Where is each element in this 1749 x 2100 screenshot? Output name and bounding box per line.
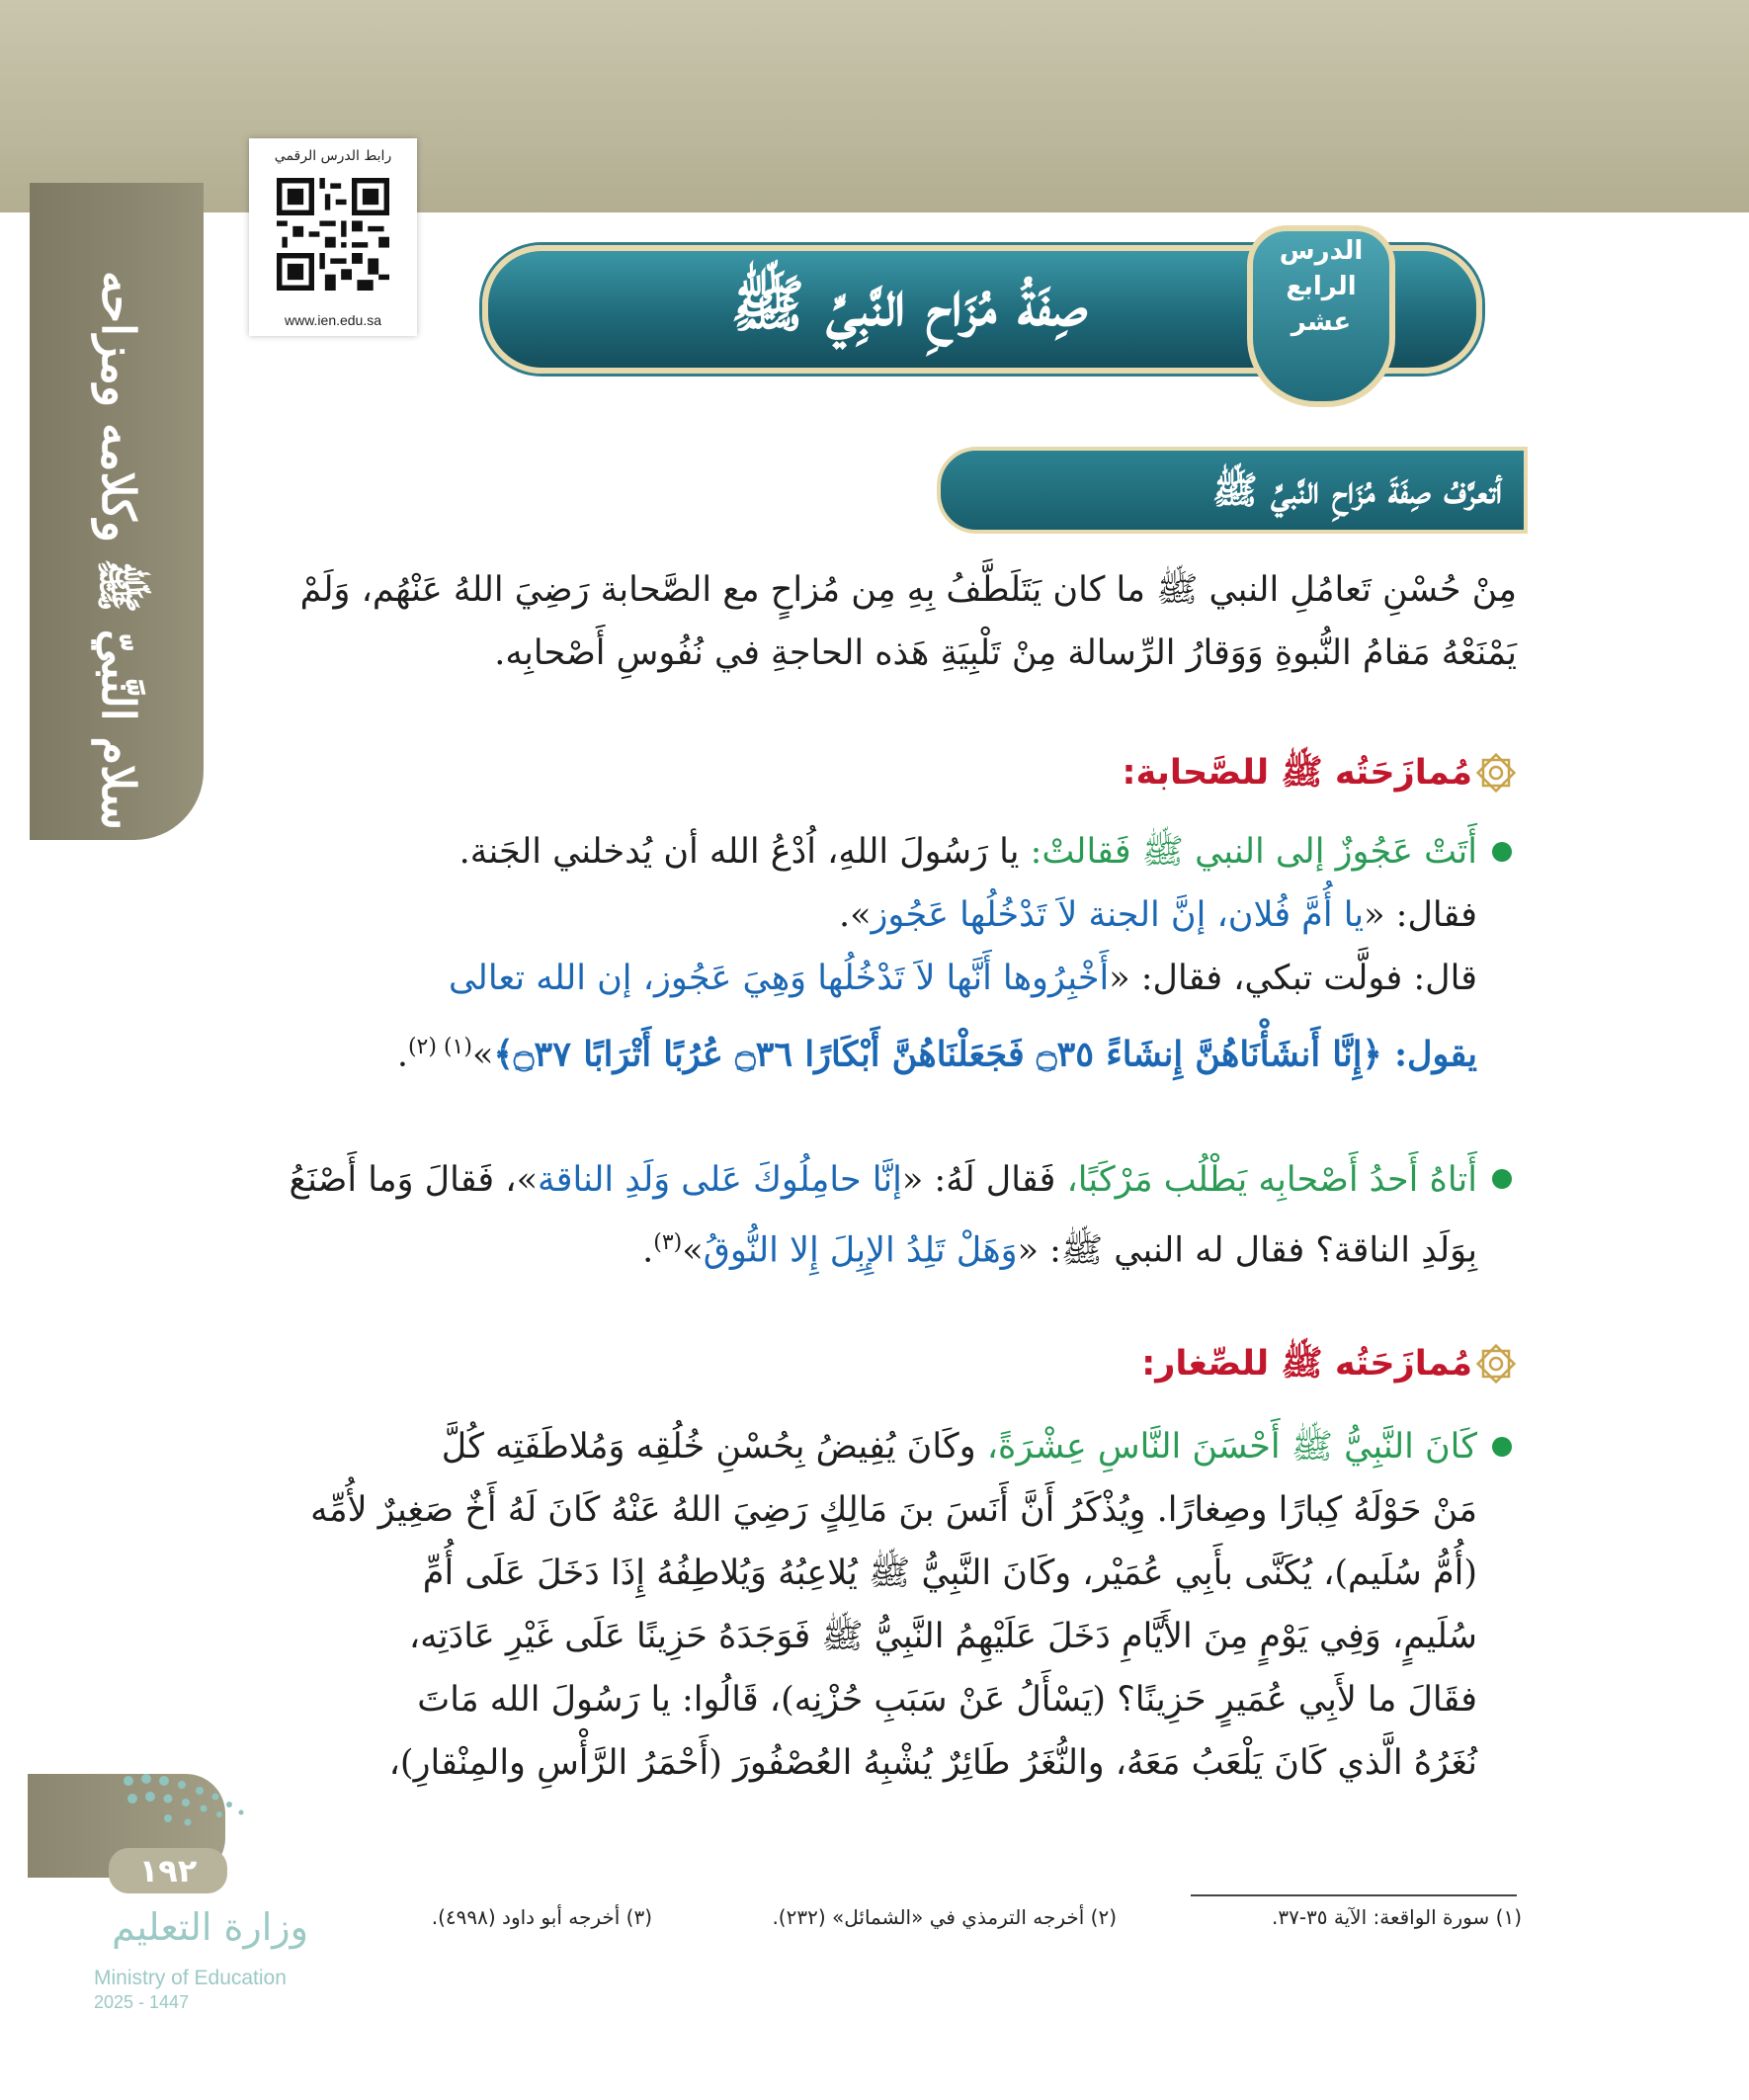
- item-abu-umair: كَانَ النَّبِيُّ ﷺ أَحْسَنَ النَّاسِ عِشْرَةً، وكَانَ يُفِيضُ بِحُسْنِ خُلُقِه وَمُلاطَفَتِه كُلَّ مَنْ حَوْلَهُ كِبارًا وصِغارًا. وِيُذْكَرُ أَنَّ أَنَسَ بنَ مَالِكٍ رَضِيَ اللهُ عَنْهُ كَانَ لَهُ أَخٌ صَغِيرٌ لأُمِّه (أُمُّ سُلَيم)، يُكَنَّى بأَبِي عُمَيْر، وكَانَ النَّبِيُّ ﷺ يُلاعِبُهُ وَيُلاطِفُهُ إِذَا دَخَلَ عَلَى أُمِّ سُلَيمٍ، وَفِي يَوْمٍ مِنَ الأَيَّامِ دَخَلَ عَلَيْهِمُ النَّبِيُّ ﷺ فَوَجَدَهُ حَزِينًا عَلَى غَيْرِ عَادَتِه، فقَالَ ما لأَبِي عُمَيرٍ حَزِينًا؟ (يَسْأَلُ عَنْ سَبَبِ حُزْنِه)، قَالُوا: يا رَسُولَ الله مَاتَ نُغَرُهُ الَّذي كَانَ يَلْعَبُ مَعَهُ، والنُّغَرُ طَائِرٌ يُشْبِهُ العُصْفُورَ (أَحْمَرُ الرَّأْسِ والمِنْقارِ)،: [310, 1427, 1477, 1783]
- section-heading: أتعرَّفُ صِفَةَ مُزَاحِ النَّبيِّ ﷺ: [1211, 467, 1502, 512]
- ministry-name-english: Ministry of Education: [94, 1967, 287, 1989]
- side-chapter-title: سلام النَّبيّ ﷺ وكلامه ومزاحه: [92, 271, 145, 830]
- lesson-number-text: الدرس الرابع عشر: [1279, 236, 1364, 337]
- heading-children: مُمازَحَتُه ﷺ للصِّغار:: [1141, 1344, 1472, 1384]
- star-ornament-icon: [1474, 751, 1518, 795]
- qr-url[interactable]: www.ien.edu.sa: [284, 312, 382, 328]
- footnote-3: (٣) أخرجه أبو داود (٤٩٩٨).: [431, 1905, 652, 1929]
- footnote-separator: [1191, 1894, 1517, 1896]
- qr-card[interactable]: [249, 138, 417, 336]
- footnote-1: (١) سورة الواقعة: الآية ٣٥-٣٧.: [1271, 1905, 1522, 1929]
- ministry-name-arabic: وزارة التعليم: [112, 1905, 308, 1949]
- item-old-woman: أَتَتْ عَجُوزٌ إلى النبي ﷺ فَقالتْ: يا رَسُولَ اللهِ، اُدْعُ الله أن يُدخلني الجَنة. فقال: «يا أُمَّ فُلان، إنَّ الجنة لاَ تَدْخُلُها عَجُوز». قال: فولَّت تبكي، فقال: «أَخْبِرُوها أَنَّها لاَ تَدْخُلُها وَهِيَ عَجُوز، إن الله تعالى يقول: ﴿إِنَّا أَنشَأْنَاهُنَّ إِنشَاءً ۝٣٥ فَجَعَلْنَاهُنَّ أَبْكَارًا ۝٣٦ عُرُبًا أَتْرَابًا ۝٣٧﴾»$^{(١) (٢)}$.: [396, 832, 1477, 1075]
- footnote-2: (٢) أخرجه الترمذي في «الشمائل» (٢٣٢).: [772, 1905, 1117, 1929]
- bullet-dot: [1492, 1437, 1512, 1457]
- bullet-dot: [1492, 842, 1512, 862]
- page-number: ١٩٢: [109, 1848, 227, 1893]
- qr-caption: رابط الدرس الرقمي: [274, 148, 392, 164]
- lesson-title: صِفَةُ مُزَاحِ النَّبِيِّ ﷺ: [730, 268, 1088, 340]
- ministry-year: 2025 - 1447: [94, 1992, 190, 2012]
- item-camel-child: أَتاهُ أَحدُ أَصْحابِه يَطْلُب مَرْكَبًا، فَقال لَهُ: «إنَّا حامِلُوكَ عَلى وَلَدِ الناقة»، فَقالَ وَما أَصْنَعُ بِوَلَدِ الناقة؟ فقال له النبي ﷺ: «وَهَلْ تَلِدُ الإِبِلَ إِلا النُّوقُ»$^{(٣)}$.: [289, 1160, 1477, 1271]
- bullet-dot: [1492, 1169, 1512, 1189]
- qr-code-icon: [277, 178, 389, 291]
- star-ornament-icon: [1474, 1342, 1518, 1386]
- intro-paragraph: مِنْ حُسْنِ تَعامُلِ النبي ﷺ ما كان يَتَلَطَّفُ بِهِ مِن مُزاحٍ مع الصَّحابة رَضِيَ اللهُ عَنْهُم، وَلَمْ يَمْنَعْهُ مَقامُ النُّبوةِ وَوَقارُ الرِّسالة مِنْ تَلْبِيَةِ هَذه الحاجةِ في نُفُوسِ أَصْحابِه.: [299, 570, 1517, 673]
- heading-companions: مُمازَحَتُه ﷺ للصَّحابة:: [1122, 753, 1472, 793]
- ministry-logo-dots-icon: [109, 1769, 336, 1848]
